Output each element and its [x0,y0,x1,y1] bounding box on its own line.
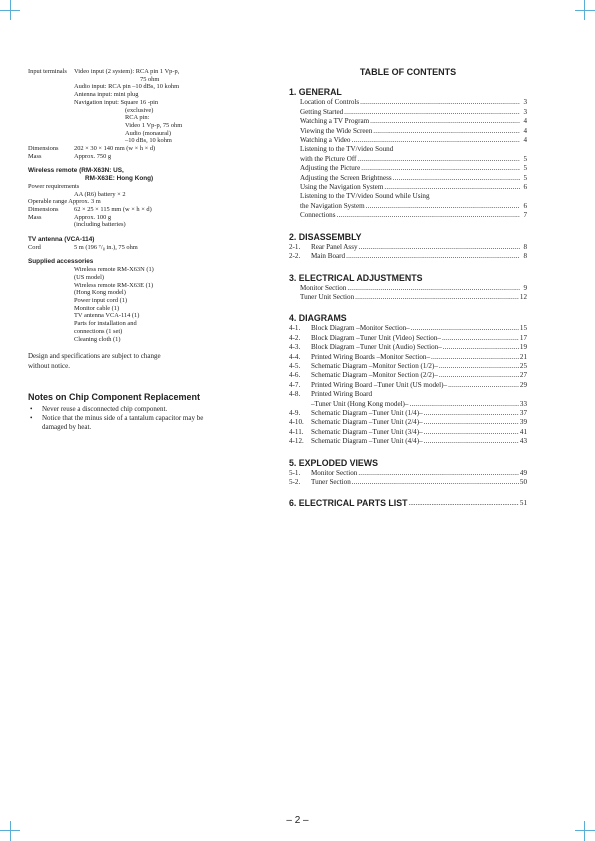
input-line: Antenna input: mini plug [74,91,139,99]
remote-mass-label: Mass [28,213,42,221]
toc-entry[interactable]: 4-9. Schematic Diagram –Tuner Unit (1/4)– ..... 37 [289,409,527,418]
toc-chapter-general[interactable]: 1. GENERAL [289,87,342,98]
remote-dim-value: 62 × 25 × 115 mm (w × h × d) [74,205,152,213]
spec-change-note: Design and specifications are subject to change without notice. [28,352,161,370]
bullet-icon: • [30,413,33,422]
op-range-row [28,198,260,206]
accessory-item: Wireless remote RM-X63E (1) [74,281,154,289]
toc-entry[interactable]: 4-10. Schematic Diagram –Tuner Unit (2/4)– ..... 39 [289,418,527,427]
toc-entry[interactable]: 4-7. Printed Wiring Board –Tuner Unit (US model)– ..... 29 [289,381,527,390]
toc-entry[interactable]: Adjusting the Screen Brightness ..... 5 [300,174,527,183]
toc-entry[interactable]: 5-2. Tuner Section ..... 50 [289,478,527,487]
bullet-icon: • [30,404,33,413]
toc-entry[interactable]: Tuner Unit Section ..... 12 [300,293,527,302]
input-line: 75 ohm [140,75,160,83]
mass-value: Approx. 750 g [74,152,112,160]
crop-mark-bottom-right-h [575,830,595,831]
toc-entry[interactable]: 4-5. Schematic Diagram –Monitor Section (1/2)– ..... 25 [289,362,527,371]
dimensions-value: 202 × 30 × 140 mm (w × h × d) [74,145,156,153]
toc-entry[interactable]: 4-2. Block Diagram –Tuner Unit (Video) Section– ..... 17 [289,334,527,343]
toc-entry[interactable]: Connections ..... 7 [300,211,527,220]
accessory-item: connections (1 set) [74,327,123,335]
toc-entry[interactable]: 4-3. Block Diagram –Tuner Unit (Audio) Section– ..... 19 [289,343,527,352]
toc-entry[interactable]: Using the Navigation System ..... 6 [300,183,527,192]
dimensions-label: Dimensions [28,145,59,153]
input-line: Navigation input: Square 16 -pin [74,98,159,106]
accessory-item: TV antenna VCA-114 (1) [74,312,140,320]
input-line: Audio (monaural) [125,129,171,137]
cord-label: Cord [28,243,41,251]
power-req-value: AA (R6) battery × 2 [74,190,126,198]
input-line: –10 dBs, 10 kohm [125,137,172,145]
power-req-label: Power requirements [28,182,80,190]
input-terminals-row [28,68,260,145]
cord-row [28,244,260,252]
accessory-item: (Hong Kong model) [74,289,126,297]
op-range-value: Approx. 3 m [68,198,101,206]
toc-chapter-disassembly[interactable]: 2. DISASSEMBLY [289,231,362,242]
remote-mass-note: (including batteries) [74,221,126,229]
accessory-item: Cleaning cloth (1) [74,335,121,343]
chip-note-item: • Never reuse a disconnected chip component. [30,404,168,413]
toc-title: TABLE OF CONTENTS [359,67,457,77]
toc-chapter-exploded-views[interactable]: 5. EXPLODED VIEWS [289,457,378,468]
input-line: Video input (2 system): RCA pin 1 Vp-p, [74,68,180,75]
toc-entry[interactable]: Viewing the Wide Screen ..... 4 [300,127,527,136]
accessory-item: Monitor cable (1) [74,304,120,312]
remote-dim-row [28,206,260,214]
dimensions-row [28,145,260,153]
toc-entry[interactable]: 5-1. Monitor Section ..... 49 [289,469,527,478]
input-terminals-label: Input terminals [28,68,67,75]
toc-entry[interactable]: 2-1. Rear Panel Assy ..... 8 [289,243,527,252]
input-line: RCA pin: [125,114,150,122]
toc-entry[interactable]: Watching a Video ..... 4 [300,136,527,145]
remote-mass-value: Approx. 100 g [74,213,112,221]
toc-entry[interactable]: 4-11. Schematic Diagram –Tuner Unit (3/4)– ..... 41 [289,428,527,437]
toc-chapter-diagrams[interactable]: 4. DIAGRAMS [289,313,347,324]
toc-entry[interactable]: 4-4. Printed Wiring Boards –Monitor Section– ..... 21 [289,353,527,362]
accessory-item: (US model) [74,273,104,281]
accessory-item: Parts for installation and [74,320,137,328]
chip-note-item: • Notice that the minus side of a tantalum capacitor may be damaged by heat. [30,413,204,432]
remote-dim-label: Dimensions [28,205,59,213]
accessories-heading: Supplied accessories [28,258,94,266]
toc-chapter-electrical-adjustments[interactable]: 3. ELECTRICAL ADJUSTMENTS [289,272,423,283]
cord-value: 5 m (196 ⁷/₈ in.), 75 ohm [74,243,138,251]
input-line: (exclusive) [125,106,154,114]
toc-entry[interactable]: 2-2. Main Board ..... 8 [289,252,527,261]
crop-mark-bottom-left-h [0,830,20,831]
crop-mark-top-right-h [575,10,595,11]
toc-general-items [289,98,527,220]
toc-entry-line[interactable]: 4-8. Printed Wiring Board [289,390,373,399]
accessory-item: Wireless remote RM-X63N (1) [74,266,154,274]
toc-entry[interactable]: 4-1. Block Diagram –Monitor Section– ..... 15 [289,324,527,333]
toc-entry[interactable]: with the Picture Off ..... 5 [300,155,527,164]
toc-entry[interactable]: 4-12. Schematic Diagram –Tuner Unit (4/4)– ..... 43 [289,437,527,446]
input-terminals-value [73,68,182,145]
crop-mark-top-left-h [0,10,20,11]
input-line: Audio input: RCA pin –10 dBs, 10 kohm [74,83,180,91]
accessory-item: Power input cord (1) [74,296,128,304]
mass-row [28,153,260,161]
toc-entry[interactable]: Monitor Section ..... 9 [300,284,527,293]
page-number: – 2 – [286,815,309,826]
toc-entry[interactable]: Location of Controls ..... 3 [300,98,527,107]
toc-entry[interactable]: –Tuner Unit (Hong Kong model)– ..... 33 [289,400,527,409]
remote-mass-row [28,214,260,229]
toc-entry[interactable]: Watching a TV Program ..... 4 [300,117,527,126]
toc-entry[interactable]: Adjusting the Picture ..... 5 [300,164,527,173]
toc-entry-line[interactable]: Listening to the TV/video Sound [300,145,394,154]
antenna-heading: TV antenna (VCA-114) [28,236,95,244]
table-of-contents [289,68,527,509]
specifications-column [28,68,260,432]
toc-entry[interactable]: 4-6. Schematic Diagram –Monitor Section (2/2)– ..... 27 [289,371,527,380]
toc-entry[interactable]: Getting Started ..... 3 [300,108,527,117]
toc-entry-line[interactable]: Listening to the TV/video Sound while Using [300,192,430,201]
chip-notes-heading: Notes on Chip Component Replacement [28,391,201,402]
op-range-label: Operable range [28,198,68,206]
input-line: Video 1 Vp-p, 75 ohm [125,121,183,129]
accessories-list [28,266,260,343]
remote-heading: Wireless remote (RM-X63N: US, RM-X63E: Hong Kong) [28,167,154,183]
toc-chapter-electrical-parts-list[interactable]: 6. ELECTRICAL PARTS LIST ..... 51 [289,497,527,509]
toc-entry[interactable]: the Navigation System ..... 6 [300,202,527,211]
mass-label: Mass [28,152,42,160]
